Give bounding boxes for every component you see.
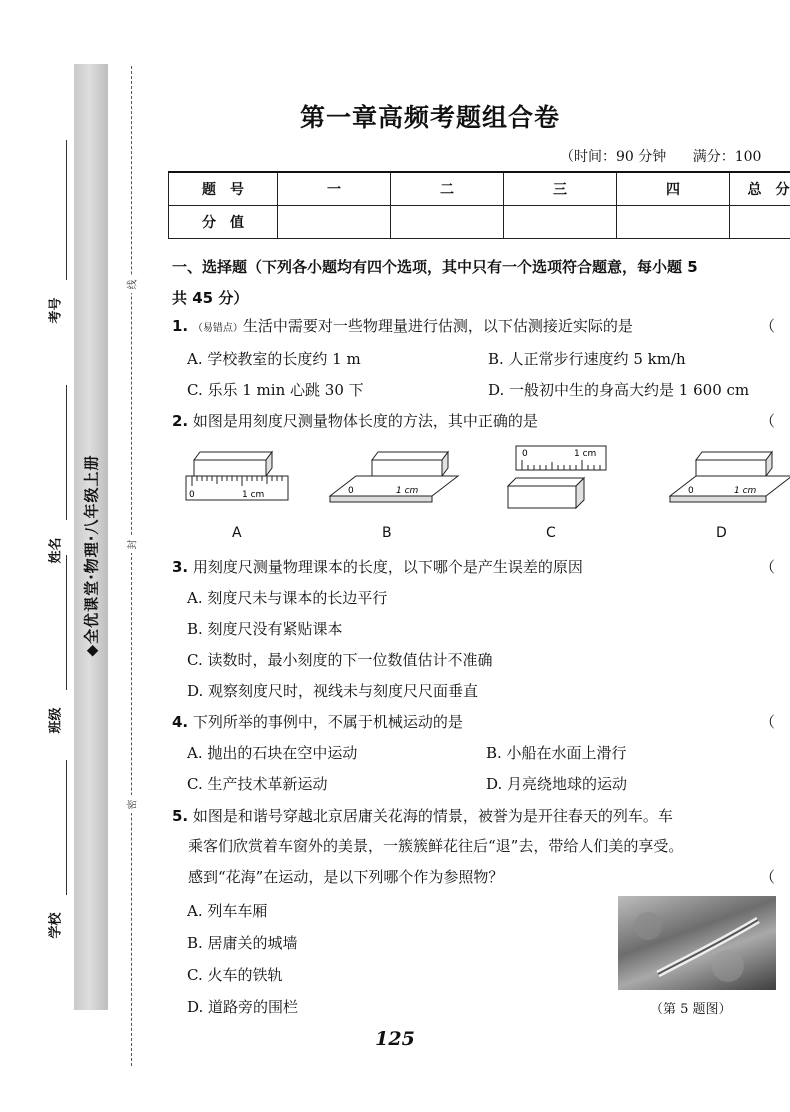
answer-paren[interactable]: （ <box>760 317 776 335</box>
score-row-label: 分 值 <box>169 206 278 239</box>
ruler-figure-c[interactable] <box>508 446 606 508</box>
ruler-label-cm: 1 cm <box>242 490 265 500</box>
score-header-cell: 二 <box>391 172 504 206</box>
exam-meta <box>560 146 783 166</box>
question-text: 下列所举的事例中，不属于机械运动的是 <box>192 713 463 731</box>
ruler-figures <box>180 438 790 523</box>
field-school-label: 学校 <box>48 911 64 939</box>
field-school-line[interactable] <box>66 760 67 895</box>
option-d[interactable]: D. 观察刻度尺时，视线未与刻度尺尺面垂直 <box>187 682 479 700</box>
score-cell[interactable] <box>391 206 504 239</box>
field-class-label: 班级 <box>48 706 64 734</box>
option-b[interactable]: B. 人正常步行速度约 5 km/h <box>488 350 686 368</box>
seal-mark-mi: 密 <box>123 795 139 813</box>
option-a[interactable]: A. 刻度尺未与课本的长边平行 <box>187 589 388 607</box>
option-a[interactable]: A. 抛出的石块在空中运动 <box>187 744 358 762</box>
figure-label-c: C <box>546 525 556 541</box>
spine-title <box>74 420 108 690</box>
option-b[interactable]: B. 小船在水面上滑行 <box>486 744 627 762</box>
option-d[interactable]: D. 月亮绕地球的运动 <box>486 775 628 793</box>
figure-label-a: A <box>232 525 242 541</box>
page-title: 第一章高频考题组合卷 <box>299 103 560 132</box>
answer-paren[interactable]: （ <box>760 558 776 576</box>
score-header-cell: 三 <box>504 172 617 206</box>
question-number: 5. <box>172 807 189 825</box>
question-text-line2: 乘客们欣赏着车窗外的美景，一簇簇鲜花往后“退”去，带给人们美的享受。 <box>188 837 684 855</box>
field-exam-number-label: 考号 <box>48 296 64 324</box>
score-cell[interactable] <box>504 206 617 239</box>
question-3 <box>172 556 583 577</box>
option-c[interactable]: C. 生产技术革新运动 <box>187 775 328 793</box>
score-header-cell: 题 号 <box>169 172 278 206</box>
option-a[interactable]: A. 列车车厢 <box>187 902 268 920</box>
score-cell[interactable] <box>617 206 730 239</box>
ruler-label-cm: 1 cm <box>396 486 419 496</box>
question-number: 3. <box>172 558 189 576</box>
question-text: 如图是用刻度尺测量物体长度的方法，其中正确的是 <box>192 412 538 430</box>
score-cell[interactable] <box>278 206 391 239</box>
photo-caption: （第 5 题图） <box>650 1002 732 1017</box>
field-school <box>42 905 66 945</box>
ruler-label-cm: 1 cm <box>734 486 757 496</box>
question-tag: （易错点） <box>192 323 243 334</box>
section-heading-line1: 一、选择题（下列各小题均有四个选项，其中只有一个选项符合题意，每小题 5 <box>172 258 698 276</box>
score-table-header-row <box>169 172 790 206</box>
answer-paren[interactable]: （ <box>760 868 776 886</box>
question-1 <box>172 315 633 336</box>
figure-label-d: D <box>716 525 727 541</box>
score-table-value-row <box>169 206 790 239</box>
train-flower-photo <box>618 896 776 990</box>
figure-label-b: B <box>382 525 392 541</box>
section-heading <box>172 252 790 314</box>
score-header-cell: 四 <box>617 172 730 206</box>
field-name-line[interactable] <box>66 385 67 520</box>
score-header-cell: 一 <box>278 172 391 206</box>
time-limit: （时间：90 分钟 <box>560 149 667 165</box>
ruler-figure-a[interactable] <box>186 452 288 500</box>
option-d[interactable]: D. 一般初中生的身高大约是 1 600 cm <box>488 381 750 399</box>
question-text-line3: 感到“花海”在运动，是以下列哪个作为参照物？ <box>188 868 504 886</box>
train-illustration <box>618 896 776 990</box>
seal-mark-feng: 封 <box>123 535 139 553</box>
question-number: 2. <box>172 412 189 430</box>
option-d[interactable]: D. 道路旁的围栏 <box>187 998 299 1016</box>
field-name-label: 姓名 <box>48 536 64 564</box>
question-4 <box>172 711 463 732</box>
answer-paren[interactable]: （ <box>760 412 776 430</box>
full-score: 满分：100 <box>692 149 762 165</box>
seal-mark-xian: 线 <box>123 275 139 293</box>
question-text: 用刻度尺测量物理课本的长度，以下哪个是产生误差的原因 <box>192 558 583 576</box>
option-c[interactable]: C. 乐乐 1 min 心跳 30 下 <box>187 381 364 399</box>
question-number: 4. <box>172 713 189 731</box>
section-heading-line2: 共 45 分） <box>172 289 249 307</box>
question-text-line1: 如图是和谐号穿越北京居庸关花海的情景，被誉为是开往春天的列车。车 <box>192 807 673 825</box>
option-c[interactable]: C. 火车的铁轨 <box>187 966 283 984</box>
spine-title-text: ◆全优课堂·物理·八年级上册 <box>82 454 101 656</box>
answer-paren[interactable]: （ <box>760 713 776 731</box>
question-5 <box>172 805 673 826</box>
option-c[interactable]: C. 读数时，最小刻度的下一位数值估计不准确 <box>187 651 493 669</box>
question-2 <box>172 410 538 431</box>
ruler-label-zero: 0 <box>189 490 195 500</box>
field-class-line[interactable] <box>66 555 67 690</box>
field-name <box>42 530 66 570</box>
ruler-label-zero: 0 <box>348 486 354 496</box>
option-b[interactable]: B. 刻度尺没有紧贴课本 <box>187 620 343 638</box>
option-a[interactable]: A. 学校教室的长度约 1 m <box>187 350 361 368</box>
score-table <box>168 171 790 239</box>
score-header-cell: 总 分 <box>730 172 790 206</box>
ruler-figure-d[interactable] <box>670 452 790 502</box>
score-cell[interactable] <box>730 206 790 239</box>
field-class <box>42 700 66 740</box>
field-exam-number <box>42 290 66 330</box>
page-number: 125 <box>375 1028 415 1050</box>
binding-dashed-line <box>131 66 132 1066</box>
ruler-label-zero: 0 <box>522 449 528 459</box>
ruler-label-zero: 0 <box>688 486 694 496</box>
ruler-figure-b[interactable] <box>330 452 458 502</box>
question-number: 1. <box>172 317 189 335</box>
field-exam-number-line[interactable] <box>66 140 67 280</box>
ruler-label-cm: 1 cm <box>574 449 597 459</box>
option-b[interactable]: B. 居庸关的城墙 <box>187 934 298 952</box>
question-text: 生活中需要对一些物理量进行估测，以下估测接近实际的是 <box>242 317 633 335</box>
